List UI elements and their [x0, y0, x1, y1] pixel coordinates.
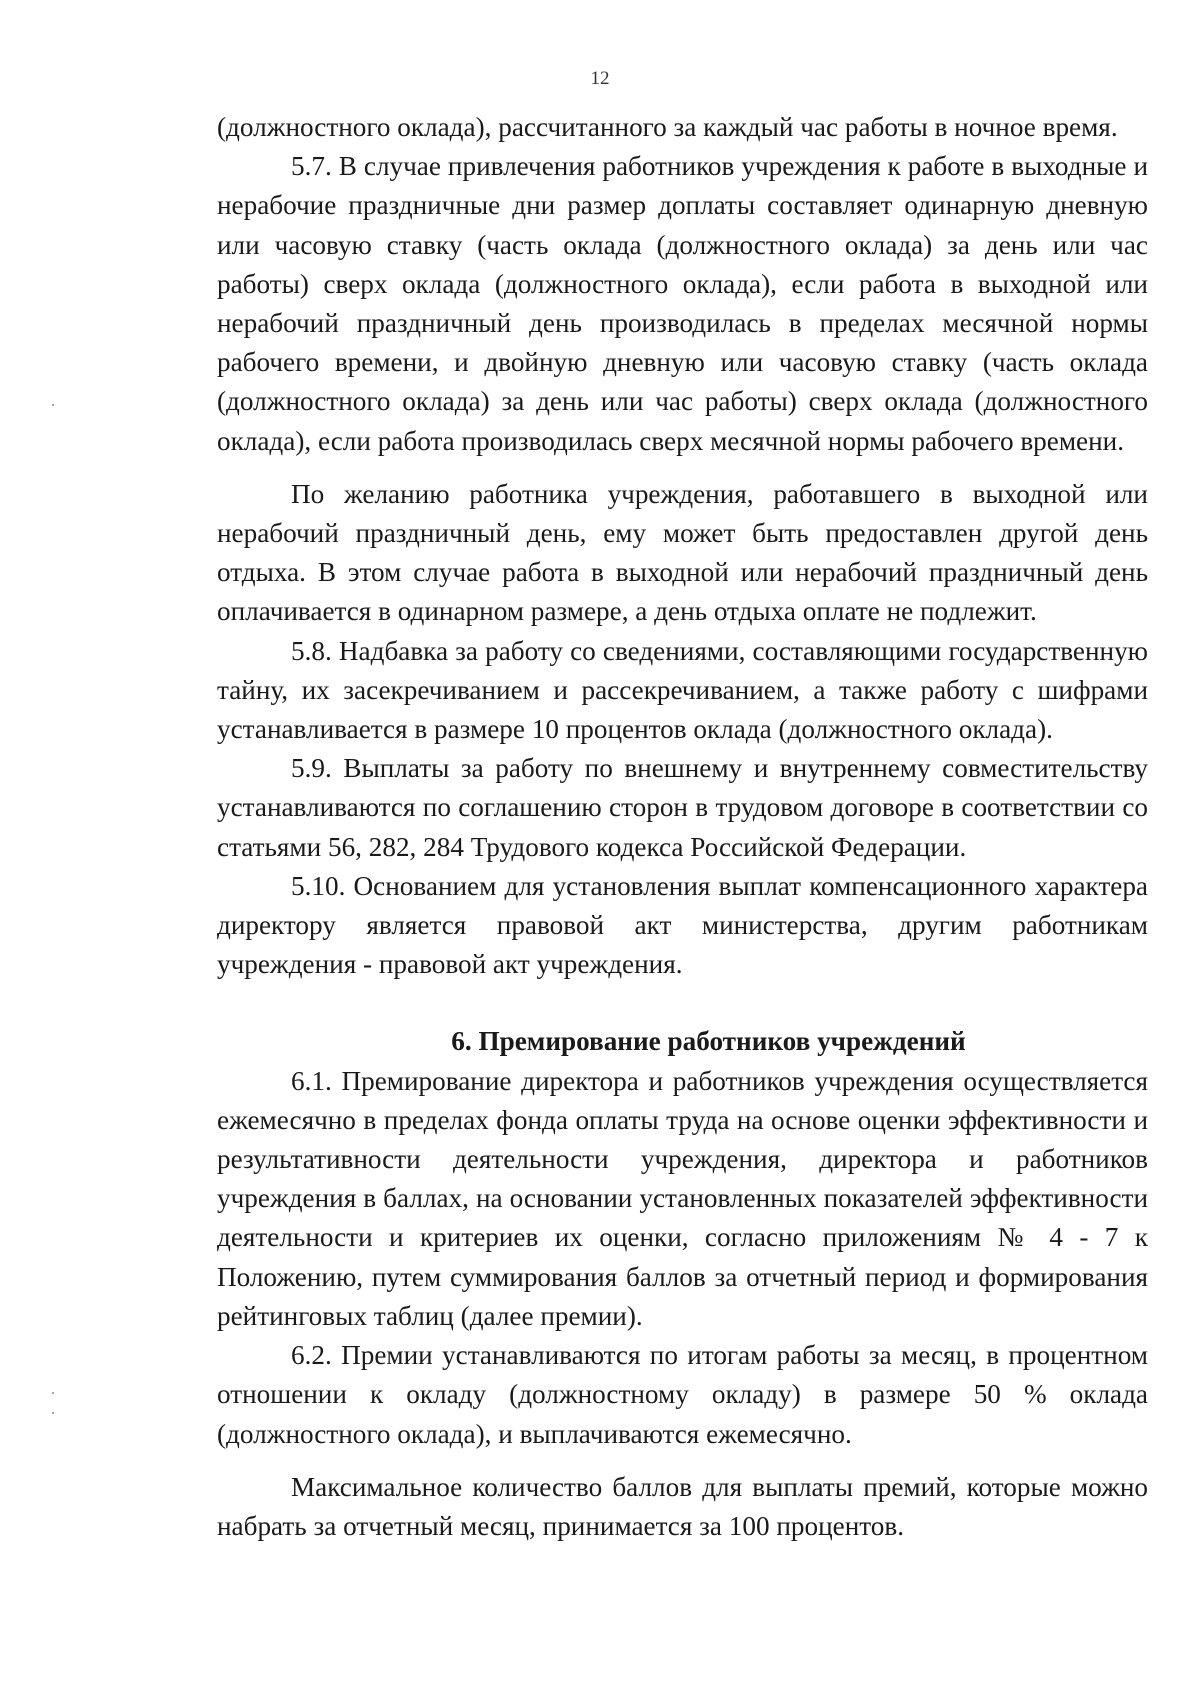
paragraph-5-10: 5.10. Основанием для установления выплат компенсационного характера директору является правовой акт министерства, другим работникам учреждения - правовой акт учреждения.	[217, 870, 1148, 980]
document-body	[217, 108, 1148, 1546]
paragraph-6-2: 6.2. Премии устанавливаются по итогам работы за месяц, в процентном отношении к окладу (должностному окладу) в размере 50 % оклада (должностного оклада), и выплачиваются ежемесячно.	[217, 1340, 1148, 1449]
paragraph-5-8: 5.8. Надбавка за работу со сведениями, составляющими государственную тайну, их засекречиванием и рассекречиванием, а также работу с шифрами устанавливается в размере 10 процентов оклада (должностного оклада).	[217, 635, 1148, 745]
paragraph-5-7-continued: По желанию работника учреждения, работавшего в выходной или нерабочий праздничный день, ему может быть предоставлен другой день отдыха. В этом случае работа в выходной или нерабочий праздничный день оплачивается в одинарном размере, а день отдыха оплате не подлежит.	[217, 478, 1148, 627]
paragraph-5-7: 5.7. В случае привлечения работников учреждения к работе в выходные и нерабочие праздничные дни размер доплаты составляет одинарную дневную или часовую ставку (часть оклада (должностного оклада) за день или час работы) сверх оклада (должностного оклада), если работа в выходной или нерабочий праздничный день производилась в пределах месячной нормы рабочего времени, и двойную дневную или часовую ставку (часть оклада (должностного оклада) за день или час работы) сверх оклада (должностного оклада), если работа производилась сверх месячной нормы рабочего времени.	[217, 151, 1148, 456]
paragraph-5-9: 5.9. Выплаты за работу по внешнему и внутреннему совместительству устанавливаются по соглашению сторон в трудовом договоре в соответствии со статьями 56, 282, 284 Трудового кодекса Российской Федерации.	[217, 753, 1148, 862]
paragraph-6-2-continued: Максимальное количество баллов для выплаты премий, которые можно набрать за отчетный месяц, принимается за 100 процентов.	[217, 1471, 1148, 1541]
paragraph-6-1: 6.1. Премирование директора и работников учреждения осуществляется ежемесячно в пределах фонда оплаты труда на основе оценки эффективности и результативности деятельности учреждения, директора и работников учреждения в баллах, на основании установленных показателей эффективности деятельности и критериев их оценки, согласно приложениям № 4 - 7 к Положению, путем суммирования баллов за отчетный период и формирования рейтинговых таблиц (далее премии).	[217, 1065, 1148, 1331]
scan-speck	[52, 404, 54, 406]
paragraph-continuation: (должностного оклада), рассчитанного за каждый час работы в ночное время.	[217, 112, 1118, 142]
section-title: 6. Премирование работников учреждений	[451, 1026, 966, 1057]
page-number: 12	[590, 68, 610, 89]
scan-speck	[52, 1392, 54, 1394]
scan-speck	[52, 1412, 54, 1414]
